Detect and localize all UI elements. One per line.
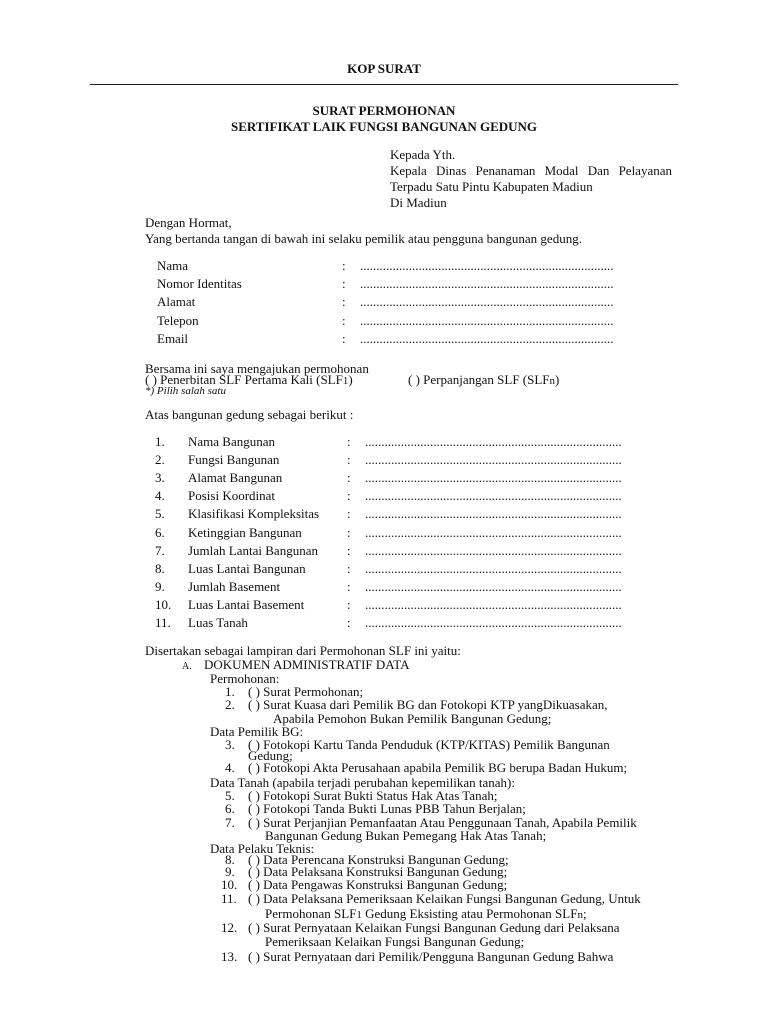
doc-item[interactable]: ( ) Data Perencana Konstruksi Bangunan Gedung; <box>248 852 509 867</box>
field-colon: : <box>342 330 346 346</box>
row-number: 1. <box>155 434 165 449</box>
option-label: ( ) Perpanjangan SLF (SLF <box>408 372 550 387</box>
doc-item-continued: Gedung; <box>248 748 293 763</box>
field-colon: : <box>342 312 346 328</box>
letter-title: SURAT PERMOHONAN <box>312 103 456 118</box>
doc-item[interactable]: ( ) Data Pelaksana Konstruksi Bangunan Gedung; <box>248 864 508 879</box>
field-label: Nomor Identitas <box>157 276 242 292</box>
field-colon: : <box>347 596 351 612</box>
item-number: 1. <box>225 684 235 699</box>
field-colon: : <box>347 434 351 449</box>
building-intro: Atas bangunan gedung sebagai berikut : <box>145 407 354 422</box>
field-colon: : <box>347 470 351 486</box>
doc-item[interactable] <box>248 697 608 712</box>
field-colon: : <box>347 524 351 540</box>
field-colon: : <box>347 578 351 594</box>
field-label: Luas Lantai Basement <box>188 596 305 612</box>
item-number: 9. <box>225 864 235 879</box>
doc-item-continued: Apabila Pemohon Bukan Pemilik Bangunan Gedung; <box>273 711 552 726</box>
subscript: n <box>549 375 556 387</box>
field-input[interactable]: ............................................................................... <box>365 452 622 468</box>
row-number: 4. <box>155 488 165 504</box>
row-number: 11. <box>155 615 171 630</box>
item-number: 5. <box>225 788 235 803</box>
field-label: Alamat <box>157 294 196 310</box>
doc-item[interactable] <box>248 949 613 964</box>
field-colon: : <box>347 488 351 504</box>
doc-item-text: Permohonan SLF <box>265 906 357 921</box>
field-input[interactable]: ............................................................................... <box>365 615 622 630</box>
field-colon: : <box>342 294 346 310</box>
section-letter: A. <box>182 661 192 672</box>
section-a-title: DOKUMEN ADMINISTRATIF DATA <box>204 657 410 672</box>
field-label: Email <box>157 330 189 346</box>
row-number: 2. <box>155 452 165 468</box>
doc-item-text: Dikuasakan, <box>542 697 608 712</box>
item-number: 11. <box>221 891 237 906</box>
doc-item-text: ( ) Surat Perjanjian Pemanfaatan Atau Penggunaan Tanah, Apabila <box>248 815 594 830</box>
field-input[interactable]: ............................................................................... <box>365 434 622 449</box>
doc-item-text: ( ) Surat Pernyataan Kelaikan Fungsi Bangunan Gedung dari <box>248 920 565 935</box>
row-number: 10. <box>155 596 172 612</box>
doc-item-text: Pelaksana <box>567 920 620 935</box>
subscript: n <box>577 909 583 921</box>
recipient-line: Kepada Yth. <box>390 147 456 162</box>
recipient-line: Di Madiun <box>390 195 447 210</box>
field-input[interactable]: ............................................................................... <box>365 560 622 576</box>
item-number: 2. <box>225 697 235 712</box>
field-colon: : <box>342 258 346 273</box>
field-input[interactable]: ............................................................................... <box>365 470 622 486</box>
recipient-block <box>390 147 672 211</box>
doc-item[interactable]: ( ) Fotokopi Surat Bukti Status Hak Atas Tanah; <box>248 788 498 803</box>
option-label-end: ) <box>348 372 353 387</box>
field-input[interactable]: ............................................................................... <box>365 578 622 594</box>
group-pelaku: Data Pelaku Teknis: <box>210 841 315 856</box>
doc-item[interactable]: ( ) Surat Permohonan; <box>248 684 364 699</box>
field-label: Luas Lantai Bangunan <box>188 560 306 576</box>
doc-item[interactable] <box>248 760 627 775</box>
item-number: 10. <box>221 877 238 892</box>
field-colon: : <box>347 615 351 630</box>
doc-item[interactable] <box>248 920 620 935</box>
doc-item[interactable]: ( ) Fotokopi Tanda Bukti Lunas PBB Tahun Berjalan; <box>248 801 526 816</box>
field-input[interactable]: .............................................................................. <box>360 312 614 328</box>
field-label: Luas Tanah <box>188 615 248 630</box>
doc-item-text: ( ) Surat Pernyataan dari Pemilik/Pengguna Bangunan Gedung <box>248 949 575 964</box>
field-input[interactable]: .............................................................................. <box>360 276 614 292</box>
item-number: 12. <box>221 920 238 935</box>
item-number: 8. <box>225 852 235 867</box>
recipient-line: Terpadu Satu Pintu Kabupaten Madiun <box>390 179 593 194</box>
kop-surat: KOP SURAT <box>347 61 421 76</box>
item-number: 7. <box>225 815 235 830</box>
group-pemilik: Data Pemilik BG: <box>210 724 304 739</box>
field-colon: : <box>347 542 351 558</box>
field-colon: : <box>347 560 351 576</box>
field-input[interactable]: .............................................................................. <box>360 330 614 346</box>
field-label: Ketinggian Bangunan <box>188 524 302 540</box>
row-number: 8. <box>155 560 165 576</box>
group-permohonan: Permohonan: <box>210 671 280 686</box>
row-number: 5. <box>155 506 165 522</box>
option-label-end: ) <box>555 372 560 387</box>
header-divider <box>90 84 678 85</box>
doc-item-text: ( ) Surat Kuasa dari Pemilik BG dan Fotokopi KTP yang <box>248 697 543 712</box>
intro-text: Yang bertanda tangan di bawah ini selaku pemilik atau pengguna bangunan gedung. <box>145 231 582 246</box>
field-label: Posisi Koordinat <box>188 488 276 504</box>
field-input[interactable]: ............................................................................... <box>365 488 622 504</box>
field-label: Nama <box>157 258 189 273</box>
choose-one-note: *) Pilih salah satu <box>145 385 226 397</box>
item-number: 13. <box>221 949 238 964</box>
field-colon: : <box>342 276 346 292</box>
doc-item-text: ( ) Data Pelaksana Pemeriksaan Kelaikan Fungsi Bangunan Gedung, <box>248 891 606 906</box>
field-input[interactable]: .............................................................................. <box>360 258 614 273</box>
field-input[interactable]: ............................................................................... <box>365 596 622 612</box>
doc-item[interactable]: ( ) Data Pengawas Konstruksi Bangunan Gedung; <box>248 877 508 892</box>
recipient-line: Kepala Dinas Penanaman Modal Dan Pelayanan <box>390 163 672 178</box>
field-label: Nama Bangunan <box>188 434 276 449</box>
doc-item-text: Hukum; <box>584 760 628 775</box>
greeting: Dengan Hormat, <box>145 215 232 230</box>
item-number: 3. <box>225 737 235 752</box>
doc-item-text: ; <box>582 906 587 921</box>
doc-item-text: Pemilik <box>596 815 637 830</box>
item-number: 6. <box>225 801 235 816</box>
doc-item[interactable]: ( ) Fotokopi Kartu Tanda Penduduk (KTP/KITAS) Pemilik Bangunan <box>248 737 610 752</box>
subscript: 1 <box>356 909 362 921</box>
field-label: Jumlah Lantai Bangunan <box>188 542 318 558</box>
row-number: 7. <box>155 542 165 558</box>
option-renewal-slf[interactable] <box>408 372 559 389</box>
field-input[interactable]: .............................................................................. <box>360 294 614 310</box>
row-number: 3. <box>155 470 165 486</box>
letter-subtitle: SERTIFIKAT LAIK FUNGSI BANGUNAN GEDUNG <box>230 119 538 134</box>
field-label: Fungsi Bangunan <box>188 452 280 468</box>
doc-item-continued: Pemeriksaan Kelaikan Fungsi Bangunan Gedung; <box>265 934 525 949</box>
doc-item-text: ( ) Fotokopi Akta Perusahaan apabila Pemilik BG berupa Badan <box>248 760 582 775</box>
field-colon: : <box>347 506 351 522</box>
field-label: Jumlah Basement <box>188 578 281 594</box>
field-label: Klasifikasi Kompleksitas <box>188 506 320 522</box>
option-label: ( ) Penerbitan SLF Pertama Kali (SLF <box>145 372 343 387</box>
group-tanah: Data Tanah (apabila terjadi perubahan kepemilikan tanah): <box>210 775 515 790</box>
doc-item[interactable] <box>248 891 641 906</box>
row-number: 9. <box>155 578 165 594</box>
field-input[interactable]: ............................................................................... <box>365 542 622 558</box>
request-line: Bersama ini saya mengajukan permohonan <box>145 361 369 376</box>
field-input[interactable]: ............................................................................... <box>365 524 622 540</box>
doc-item-text: Bahwa <box>577 949 614 964</box>
field-label: Telepon <box>157 312 199 328</box>
field-colon: : <box>347 452 351 468</box>
doc-item-continued: Bangunan Gedung Bukan Pemegang Hak Atas Tanah; <box>265 828 547 843</box>
row-number: 6. <box>155 524 165 540</box>
attachments-intro: Disertakan sebagai lampiran dari Permohonan SLF ini yaitu: <box>145 643 461 658</box>
field-input[interactable]: ............................................................................... <box>365 506 622 522</box>
doc-item-text: Gedung Eksisting atau Permohonan SLF <box>361 906 578 921</box>
field-label: Alamat Bangunan <box>188 470 283 486</box>
doc-item-text: Untuk <box>608 891 641 906</box>
subscript: 1 <box>342 375 349 387</box>
item-number: 4. <box>225 760 235 775</box>
